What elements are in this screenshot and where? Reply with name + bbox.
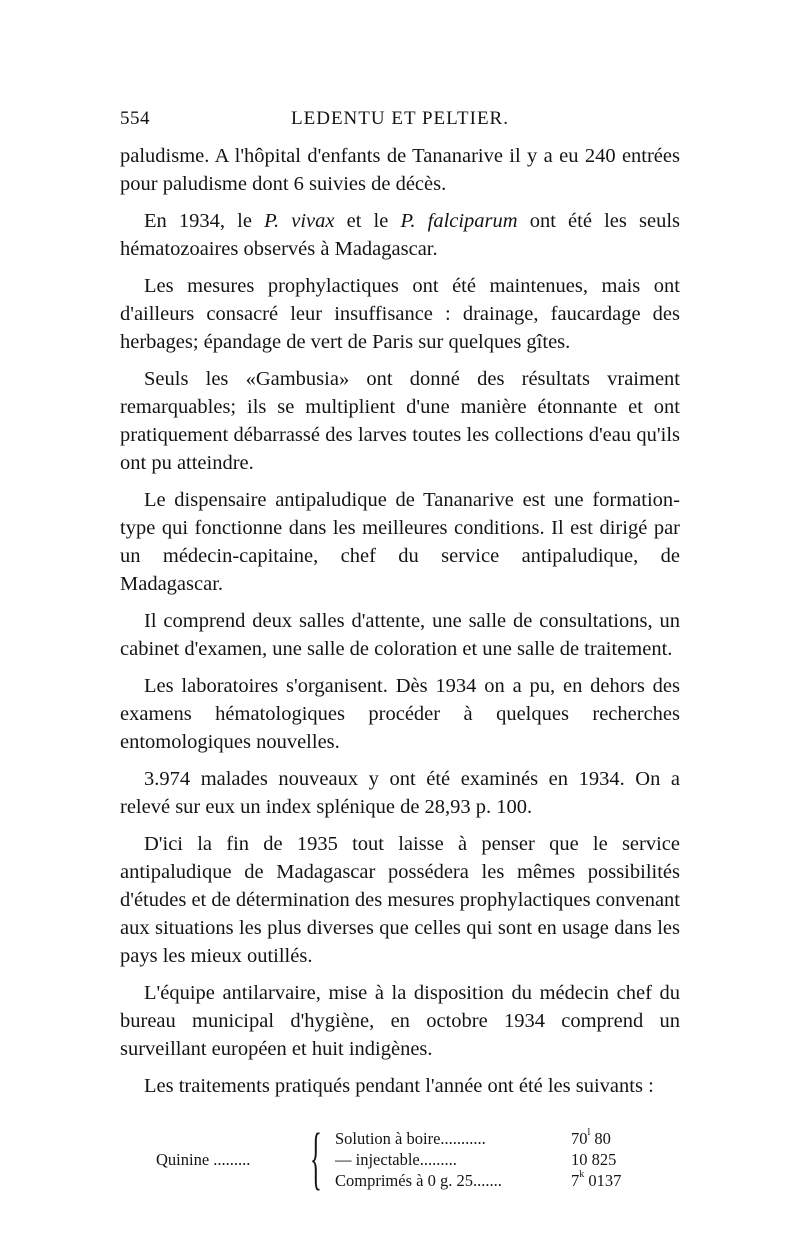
text-segment: Les traitements pratiqués pendant l'année ont été les suivants :	[144, 1075, 654, 1097]
text-segment: D'ici la fin de 1935 tout laisse à penser que le service antipaludique de Madagascar possédera les mêmes possibilités d'études et de détermination des mesures prophylactiques convenant aux situations les plus diverses que celles qui sont en usage dans les pays les mieux outillés.	[120, 832, 680, 968]
quantity-main: 7	[571, 1171, 580, 1191]
body-text	[120, 142, 680, 1100]
treatment-table	[120, 1120, 680, 1198]
paragraph	[120, 607, 680, 663]
paragraph	[120, 979, 680, 1064]
text-segment: 3.974 malades nouveaux y ont été examinés en 1934. On a relevé sur eux un index splénique de 28,93 p. 100.	[120, 767, 680, 818]
paragraph	[120, 207, 680, 263]
paragraph	[120, 272, 680, 357]
row-description: Solution à boire...........	[335, 1129, 486, 1149]
page-header	[120, 108, 680, 138]
quantity-unit: l	[587, 1127, 591, 1139]
text-segment: paludisme. A l'hôpital d'enfants de Tananarive il y a eu 240 entrées pour paludisme dont 6 suivies de décès.	[120, 145, 680, 196]
quantity-unit: k	[579, 1169, 585, 1181]
text-segment: Seuls les «Gambusia» ont donné des résultats vraiment remarquables; ils se multiplient d'une manière étonnante et ont pratiquement débarrassé des larves toutes les collections d'eau qu'ils ont pu atteindre.	[120, 367, 680, 475]
paragraph	[120, 765, 680, 821]
paragraph	[120, 830, 680, 971]
page-number: 554	[120, 108, 150, 129]
paragraph	[120, 1072, 680, 1100]
quantity-rest: 80	[590, 1129, 611, 1149]
italic-text: P. falciparum	[400, 209, 518, 232]
table-row	[335, 1128, 665, 1149]
text-segment: Le dispensaire antipaludique de Tananarive est une formation-type qui fonctionne dans les meilleures conditions. Il est dirigé par un médecin-capitaine, chef du service antipaludique, de Madagascar.	[120, 488, 680, 596]
table-row	[335, 1149, 665, 1170]
table-rows	[335, 1128, 665, 1191]
text-segment: En 1934, le	[144, 209, 265, 232]
paragraph	[120, 672, 680, 757]
italic-text: P. vivax	[264, 209, 335, 232]
row-quantity	[571, 1128, 611, 1149]
paragraph	[120, 486, 680, 599]
text-segment: L'équipe antilarvaire, mise à la disposition du médecin chef du bureau municipal d'hygiène, en octobre 1934 comprend un surveillant européen et huit indigènes.	[120, 982, 680, 1061]
text-segment: et le	[334, 209, 401, 232]
document-page	[120, 108, 680, 1198]
quantity-main: 70	[571, 1129, 588, 1149]
quantity-main: 10 825	[571, 1150, 617, 1170]
row-quantity	[571, 1170, 621, 1191]
row-description: Comprimés à 0 g. 25.......	[335, 1171, 502, 1191]
running-head: LEDENTU ET PELTIER.	[291, 108, 509, 129]
row-description: — injectable.........	[335, 1150, 457, 1170]
text-segment: Les mesures prophylactiques ont été maintenues, mais ont d'ailleurs consacré leur insuffisance : drainage, faucardage des herbages; épandage de vert de Paris sur quelques gîtes.	[120, 274, 680, 353]
paragraph	[120, 365, 680, 478]
row-quantity	[571, 1149, 616, 1170]
text-segment: Les laboratoires s'organisent. Dès 1934 on a pu, en dehors des examens hématologiques procéder à quelques recherches entomologiques nouvelles.	[120, 674, 680, 754]
text-segment: Il comprend deux salles d'attente, une salle de consultations, un cabinet d'examen, une salle de coloration et une salle de traitement.	[120, 610, 680, 661]
quantity-rest: 0137	[584, 1171, 622, 1191]
brace-icon: {	[310, 1120, 322, 1198]
table-row	[335, 1170, 665, 1191]
paragraph	[120, 142, 680, 198]
table-label-quinine: Quinine .........	[156, 1150, 251, 1170]
text-segment: ont été les seuls hématozoaires observés à Madagascar.	[120, 209, 680, 260]
